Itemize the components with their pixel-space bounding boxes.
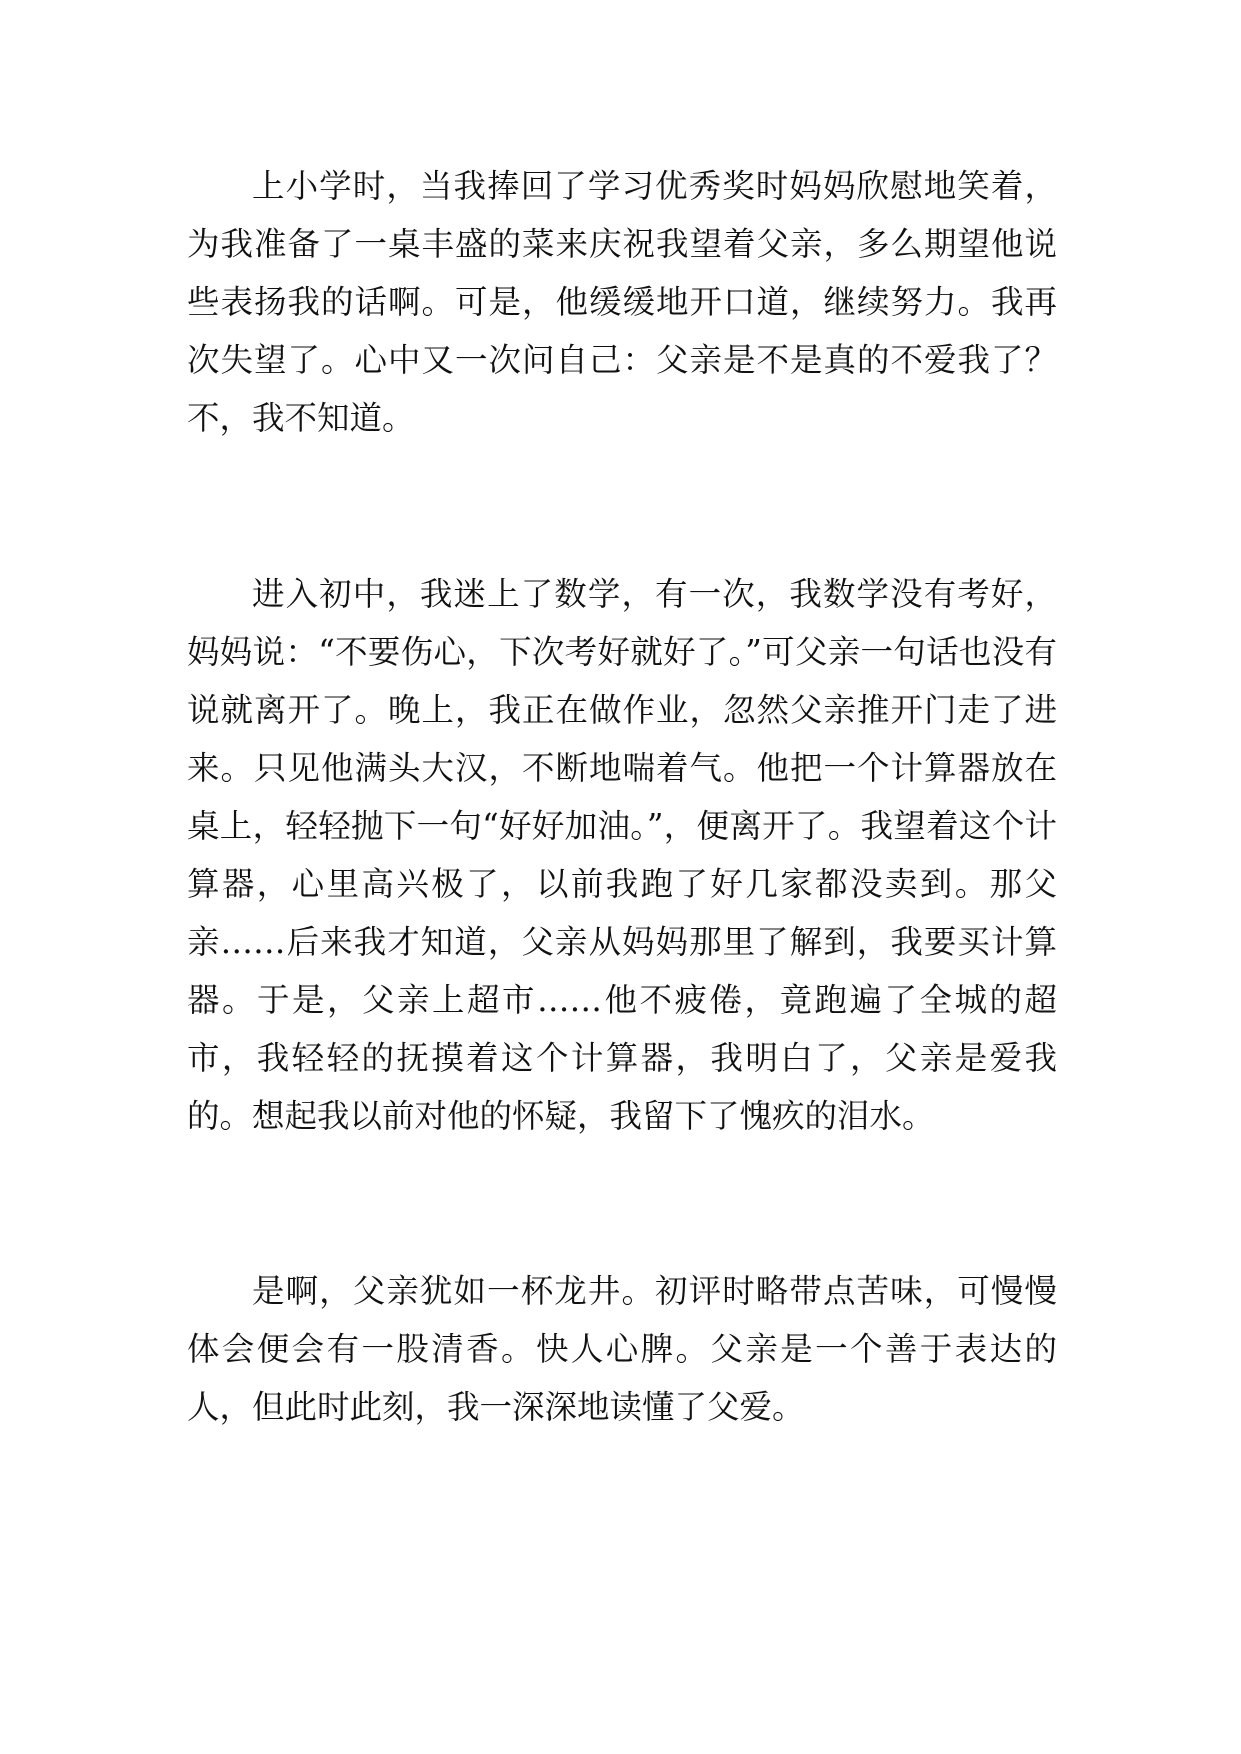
paragraph-primary-school: 上小学时，当我捧回了学习优秀奖时妈妈欣慰地笑着，为我准备了一桌丰盛的菜来庆祝我望着父亲，多么期望他说些表扬我的话啊。可是，他缓缓地开口道，继续努力。我再次失望了。心中又一次问自己：父亲是不是真的不爱我了？不，我不知道。 xyxy=(187,167,1057,437)
paragraph-conclusion: 是啊，父亲犹如一杯龙井。初评时略带点苦味，可慢慢体会便会有一股清香。快人心脾。父亲是一个善于表达的人，但此时此刻，我一深深地读懂了父爱。 xyxy=(187,1272,1057,1426)
paragraph-middle-school: 进入初中，我迷上了数学，有一次，我数学没有考好，妈妈说：“不要伤心，下次考好就好了。”可父亲一句话也没有说就离开了。晚上，我正在做作业，忽然父亲推开门走了进来。只见他满头大汉，不断地喘着气。他把一个计算器放在桌上，轻轻抛下一句“好好加油。”，便离开了。我望着这个计算器，心里高兴极了，以前我跑了好几家都没卖到。那父亲……后来我才知道，父亲从妈妈那里了解到，我要买计算器。于是，父亲上超市……他不疲倦，竟跑遍了全城的超市，我轻轻的抚摸着这个计算器，我明白了，父亲是爱我的。想起我以前对他的怀疑，我留下了愧疚的泪水。 xyxy=(187,575,1057,1135)
